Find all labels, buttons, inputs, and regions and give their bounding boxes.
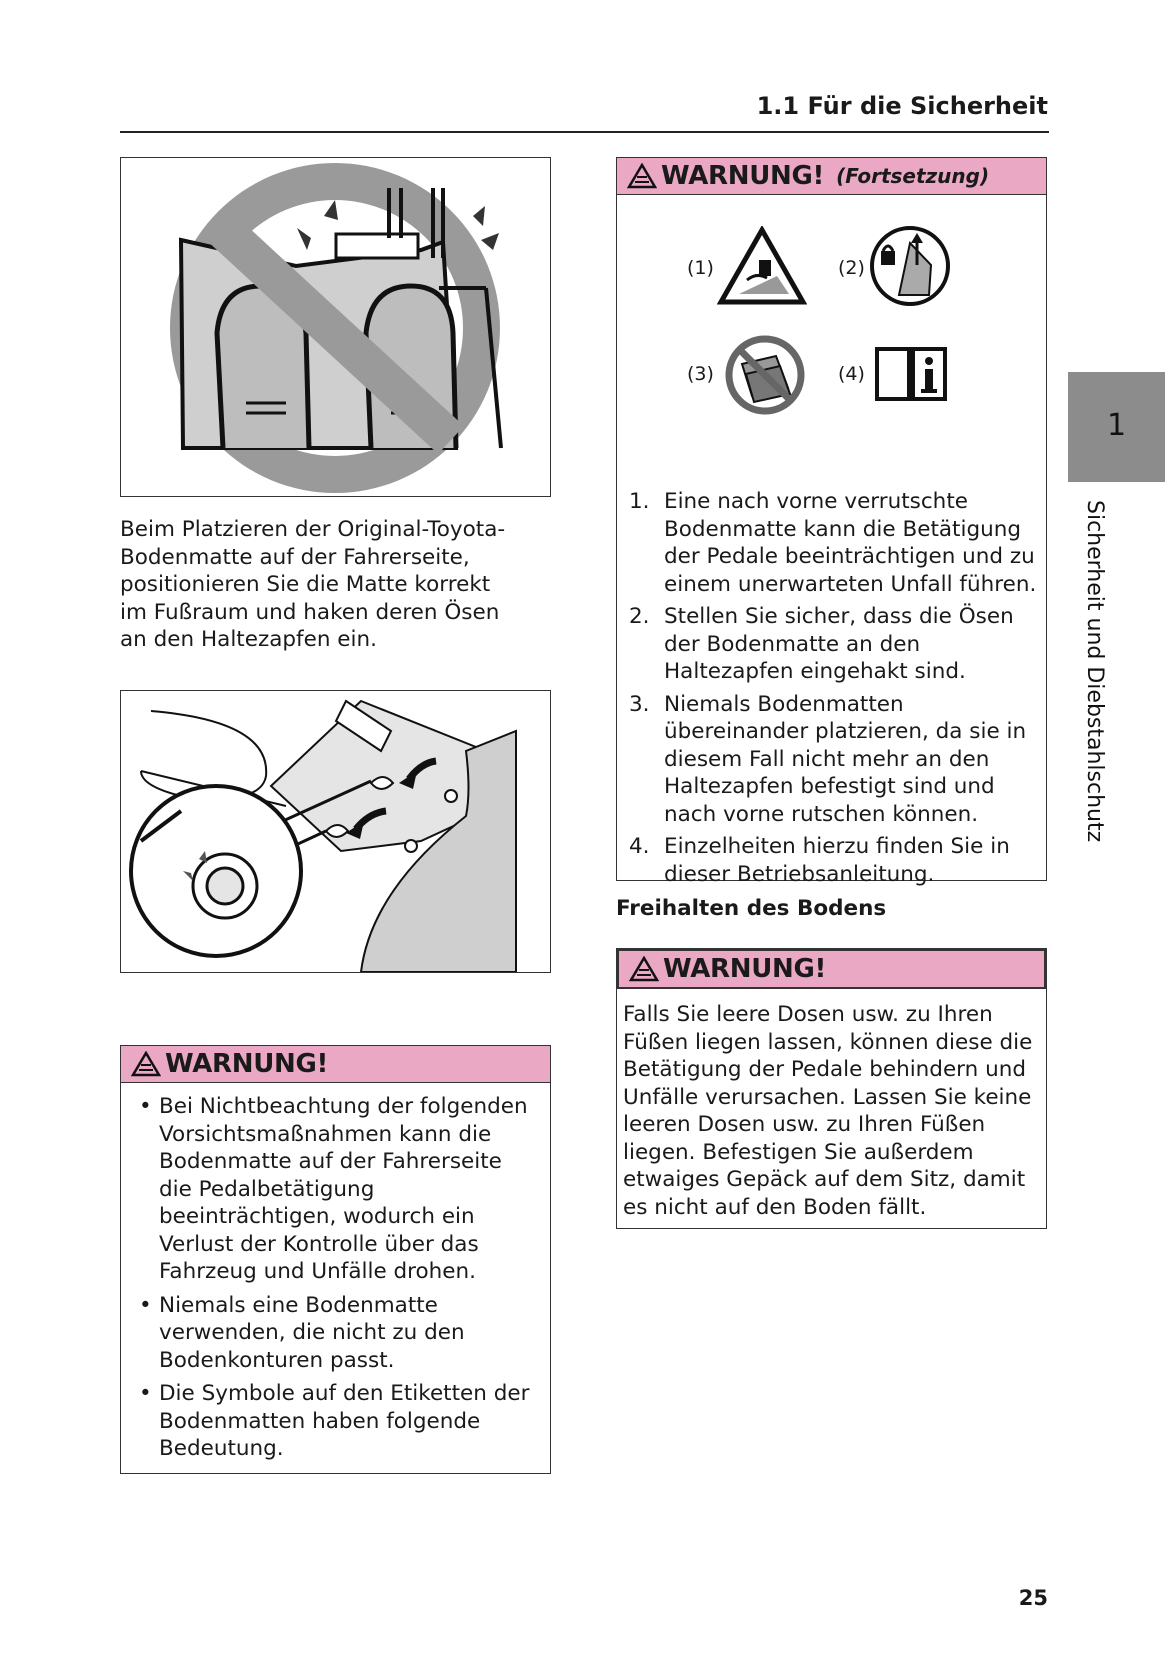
symbol-label-1: (1): [687, 257, 714, 279]
mat-placement-text: Beim Platzieren der Original-Toyota-Bodenmatte auf der Fahrerseite, positionieren Sie die Matte korrekt im Fußraum und haken deren Ösen an den Haltezapfen ein.: [120, 517, 506, 652]
symbol-label-2: (2): [838, 257, 865, 279]
symbol-label-3: (3): [687, 363, 714, 385]
no-stacked-mats-icon: [724, 334, 806, 416]
warning-box-continued: [616, 157, 1047, 887]
slipping-mat-warning-icon: [717, 226, 807, 306]
warning-header: [617, 158, 1046, 195]
section-title: 1.1 Für die Sicherheit: [756, 92, 1048, 120]
figure-mat-prohibited: [120, 157, 551, 497]
symbol-meaning-list: [629, 488, 1039, 893]
list-item: • Bei Nichtbeachtung der folgenden Vorsichtsmaßnahmen kann die Bodenmatte auf der Fahrerseite die Pedalbetätigung beeinträchtigen, wodurch ein Verlust der Kontrolle über das Fahrzeug und Unfälle drohen.: [131, 1093, 540, 1286]
page-number: 25: [1018, 1586, 1048, 1610]
warning-header: [617, 949, 1046, 989]
warning-title: WARNUNG!: [661, 161, 825, 191]
warning-box-floor-mat: [120, 1045, 551, 1474]
chapter-number: 1: [1106, 408, 1127, 443]
figure-mat-hooks: [120, 690, 551, 973]
warning-triangle-icon: [131, 1051, 161, 1077]
warning-title: WARNUNG!: [165, 1049, 329, 1079]
warning-triangle-icon: [627, 163, 657, 189]
list-item: 1. Eine nach vorne verrutschte Bodenmatte kann die Betätigung der Pedale beeinträchtigen und zu einem unerwarteten Unfall führen.: [629, 489, 1037, 597]
hook-lock-icon: [869, 225, 951, 307]
list-item: • Niemals eine Bodenmatte verwenden, die nicht zu den Bodenkonturen passt.: [131, 1292, 540, 1375]
warning-header: [121, 1046, 550, 1083]
floor-section-heading: Freihalten des Bodens: [616, 896, 887, 921]
list-item: 2. Stellen Sie sicher, dass die Ösen der Bodenmatte an den Haltezapfen eingehakt sind.: [629, 604, 1014, 684]
list-item: • Die Symbole auf den Etiketten der Bodenmatten haben folgende Bedeutung.: [131, 1380, 540, 1463]
manual-info-icon: [873, 343, 949, 403]
clear-floor-text: Falls Sie leere Dosen usw. zu Ihren Füßen liegen lassen, können diese die Betätigung der Pedale behindern und Unfälle verursachen. Lassen Sie keine leeren Dosen usw. zu Ihren Füßen liegen. Befestigen Sie außerdem etwaiges Gepäck auf dem Sitz, damit es nicht auf den Boden fällt.: [623, 1002, 1033, 1220]
list-item: 4. Einzelheiten hierzu finden Sie in dieser Betriebsanleitung.: [629, 834, 1010, 887]
chapter-title-vertical: Sicherheit und Diebstahlschutz: [1082, 500, 1107, 843]
list-item: 3. Niemals Bodenmatten übereinander platzieren, da sie in diesem Fall nicht mehr an den Haltezapfen befestigt sind und nach vorne rutschen können.: [629, 691, 1027, 827]
warning-bullet-list: [121, 1083, 550, 1475]
symbol-label-4: (4): [838, 363, 865, 385]
warning-subtitle: (Fortsetzung): [836, 164, 990, 188]
warning-triangle-icon: [629, 956, 659, 982]
warning-title: WARNUNG!: [663, 954, 827, 984]
warning-box-clear-floor: [616, 948, 1047, 1229]
header-rule: [120, 131, 1049, 133]
